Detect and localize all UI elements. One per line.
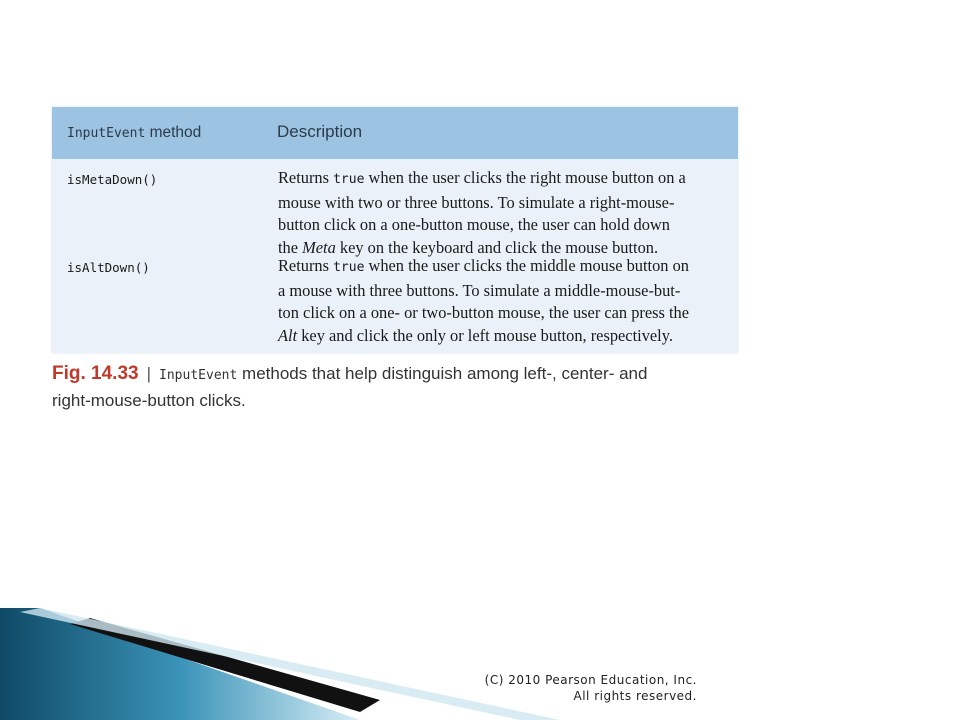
decoration-band — [0, 608, 360, 720]
method-description — [278, 255, 726, 347]
text-span: Returns — [278, 256, 334, 275]
text-span: key and click the only or left mouse button, respectively. — [297, 325, 673, 345]
text-span: the — [278, 237, 303, 257]
text-span: ton click on a one- or two-button mouse, the user can press the — [278, 303, 690, 323]
figure-caption — [52, 361, 692, 413]
copyright-line1: (C) 2010 Pearson Education, Inc. — [484, 673, 697, 687]
description-line — [278, 325, 726, 348]
copyright-line2: All rights reserved. — [573, 689, 697, 703]
text-span: mouse with two or three buttons. To simulate a right-mouse- — [278, 192, 675, 212]
figure-label: Fig. 14.33 — [52, 363, 139, 384]
description-line — [278, 167, 726, 192]
method-name: isMetaDown() — [67, 172, 158, 187]
caption-separator: | — [146, 364, 152, 383]
method-description — [278, 167, 726, 259]
method-name: isAltDown() — [67, 260, 150, 275]
header-method-code: InputEvent — [67, 126, 146, 141]
text-span: Returns — [278, 168, 334, 187]
caption-text-line1: methods that help distinguish among left-, center- and — [237, 364, 648, 383]
code-span: true — [333, 172, 365, 187]
text-span: a mouse with three buttons. To simulate a middle-mouse-but- — [278, 280, 681, 300]
code-span: true — [333, 260, 365, 275]
header-method-word: method — [145, 124, 202, 141]
text-span: button click on a one-button mouse, the user can hold down — [278, 215, 670, 235]
italic-span: Meta — [302, 237, 336, 257]
description-line — [278, 192, 726, 215]
header-description: Description — [277, 122, 363, 141]
italic-span: Alt — [278, 325, 298, 345]
table-header — [52, 107, 738, 159]
text-span: when the user clicks the right mouse button on a — [364, 168, 686, 187]
description-line — [278, 302, 726, 325]
slide-decoration — [0, 600, 960, 720]
description-line — [278, 255, 726, 280]
caption-code: InputEvent — [159, 368, 238, 383]
method-table — [52, 107, 738, 353]
text-span: key on the keyboard and click the mouse button. — [335, 237, 659, 257]
text-span: when the user clicks the middle mouse button on — [364, 256, 689, 275]
copyright-notice — [485, 672, 697, 704]
caption-text-line2: right-mouse-button clicks. — [52, 391, 246, 410]
description-line — [278, 280, 726, 303]
header-method — [67, 124, 201, 142]
description-line — [278, 214, 726, 237]
